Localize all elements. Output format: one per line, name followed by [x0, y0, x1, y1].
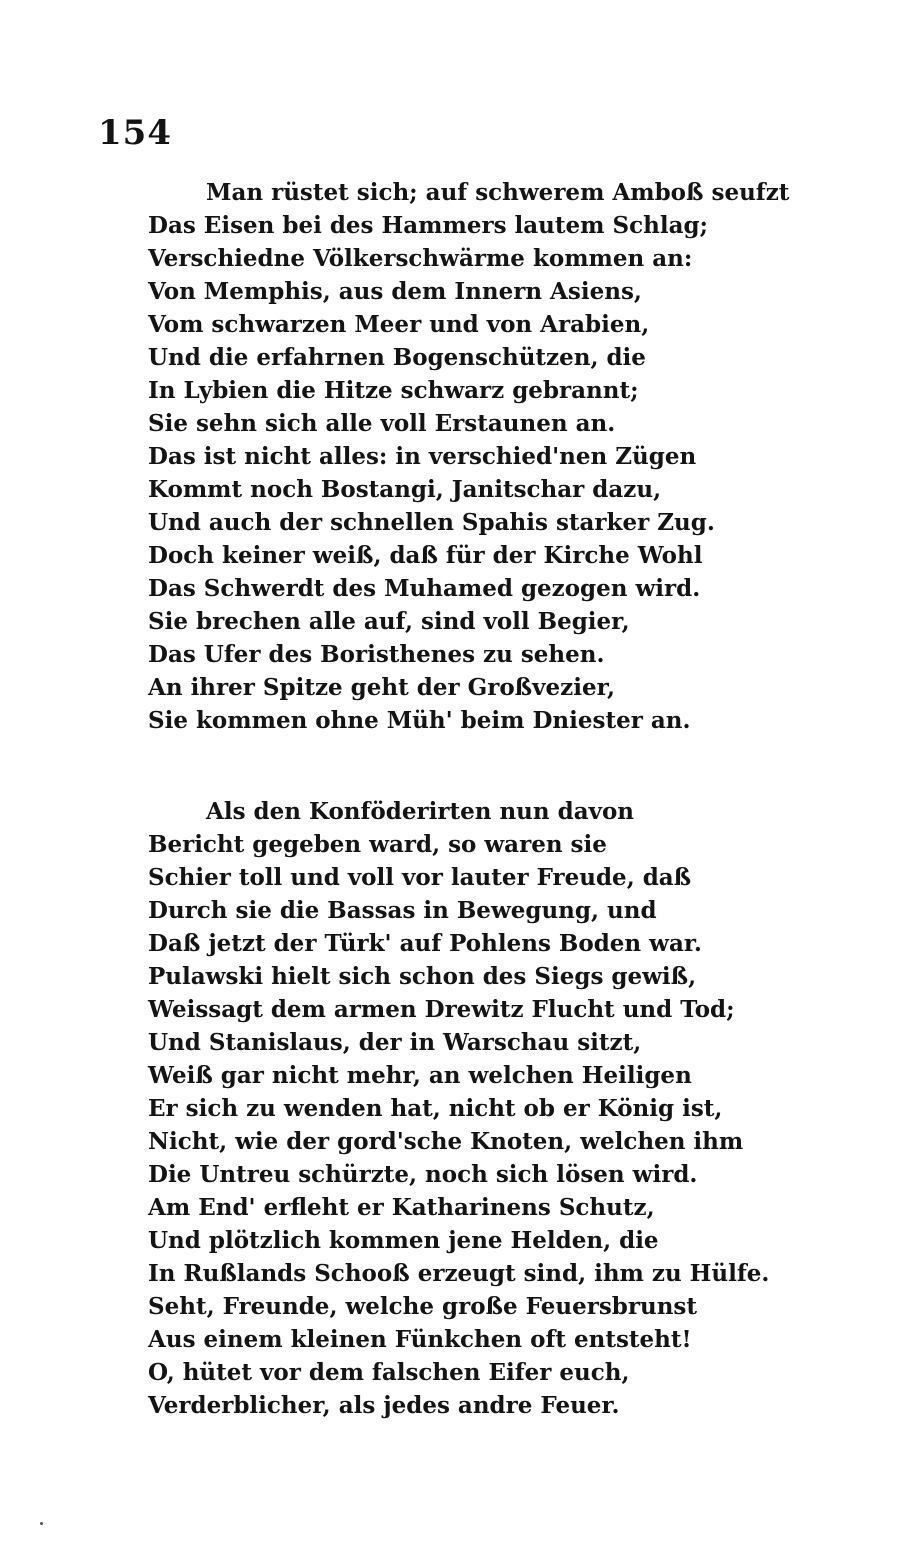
verse-line: An ihrer Spitze geht der Großvezier, [148, 674, 616, 701]
verse-line: Und die erfahrnen Bogenschützen, die [148, 344, 646, 371]
verse-line: Pulawski hielt sich schon des Siegs gewiß, [148, 963, 697, 990]
verse-line: Die Untreu schürzte, noch sich lösen wird. [148, 1161, 698, 1188]
verse-line: Kommt noch Bostangi, Janitschar dazu, [148, 476, 662, 503]
verse-line: Und plötzlich kommen jene Helden, die [148, 1227, 659, 1254]
verse-line: Und auch der schnellen Spahis starker Zug. [148, 509, 715, 536]
verse-line: Und Stanislaus, der in Warschau sitzt, [148, 1029, 642, 1056]
verse-line: Sie brechen alle auf, sind voll Begier, [148, 608, 630, 635]
verse-line: Sie kommen ohne Müh' beim Dniester an. [148, 707, 691, 734]
verse-line: Am End' erfleht er Katharinens Schutz, [148, 1194, 655, 1221]
verse-line: Daß jetzt der Türk' auf Pohlens Boden war. [148, 930, 702, 957]
scan-speck [40, 1522, 43, 1525]
verse-line: Weissagt dem armen Drewitz Flucht und Tod; [148, 996, 735, 1023]
verse-line: Aus einem kleinen Fünkchen oft entsteht! [148, 1326, 692, 1353]
verse-line: O, hütet vor dem falschen Eifer euch, [148, 1359, 630, 1386]
verse-line: Er sich zu wenden hat, nicht ob er König ist, [148, 1095, 723, 1122]
verse-line: Das Ufer des Boristhenes zu sehen. [148, 641, 605, 668]
verse-line: Verderblicher, als jedes andre Feuer. [148, 1392, 620, 1419]
verse-line: Schier toll und voll vor lauter Freude, daß [148, 864, 692, 891]
verse-line: Seht, Freunde, welche große Feuersbrunst [148, 1293, 697, 1320]
verse-line: Man rüstet sich; auf schwerem Amboß seufzt [206, 179, 790, 206]
verse-line: Das Eisen bei des Hammers lautem Schlag; [148, 212, 709, 239]
verse-line: Als den Konföderirten nun davon [206, 798, 635, 825]
verse-line: Vom schwarzen Meer und von Arabien, [148, 311, 650, 338]
verse-line: Von Memphis, aus dem Innern Asiens, [148, 278, 642, 305]
verse-line: Bericht gegeben ward, so waren sie [148, 831, 607, 858]
verse-line: Weiß gar nicht mehr, an welchen Heiligen [148, 1062, 692, 1089]
verse-line: Verschiedne Völkerschwärme kommen an: [148, 245, 693, 272]
verse-line: Nicht, wie der gord'sche Knoten, welchen ihm [148, 1128, 744, 1155]
verse-line: Das Schwerdt des Muhamed gezogen wird. [148, 575, 701, 602]
verse-line: In Lybien die Hitze schwarz gebrannt; [148, 377, 639, 404]
verse-line: Sie sehn sich alle voll Erstaunen an. [148, 410, 616, 437]
page-number: 154 [98, 113, 172, 153]
verse-line: Durch sie die Bassas in Bewegung, und [148, 897, 657, 924]
verse-line: Doch keiner weiß, daß für der Kirche Wohl [148, 542, 703, 569]
verse-line: Das ist nicht alles: in verschied'nen Zügen [148, 443, 697, 470]
verse-line: In Rußlands Schooß erzeugt sind, ihm zu Hülfe. [148, 1260, 770, 1287]
